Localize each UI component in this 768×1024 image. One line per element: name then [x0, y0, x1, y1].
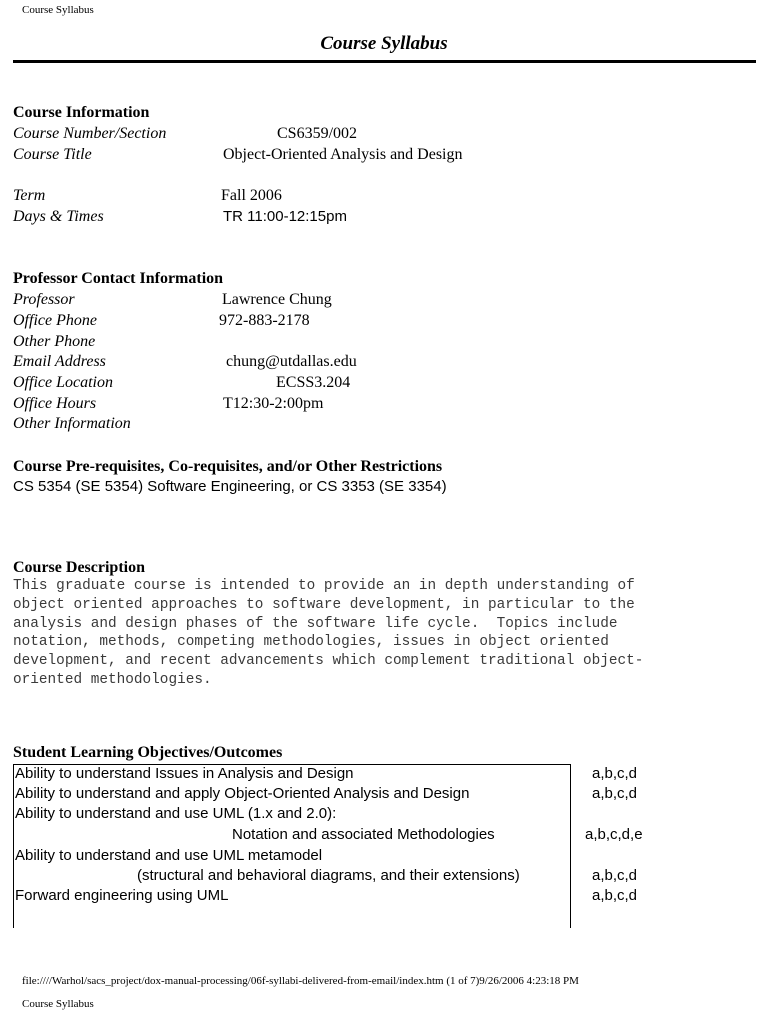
description-line: development, and recent advancements which complement traditional object-: [13, 653, 644, 670]
professor-label: Professor: [13, 291, 75, 308]
objective-codes: a,b,c,d: [592, 867, 638, 884]
prereqs-text: CS 5354 (SE 5354) Software Engineering, or CS 3353 (SE 3354): [13, 478, 447, 495]
course-title-value: Object-Oriented Analysis and Design: [223, 146, 463, 163]
description-line: oriented methodologies.: [13, 671, 212, 688]
footer-file-path: file:////Warhol/sacs_project/dox-manual-processing/06f-syllabi-delivered-from-email/index.htm (1 of 7)9/26/2006 4:23:18 PM: [22, 975, 579, 987]
description-body: [13, 577, 643, 690]
description-line: object oriented approaches to software development, in particular to the: [13, 596, 635, 613]
professor-info-heading: Professor Contact Information: [13, 270, 224, 287]
objectives-heading: Student Learning Objectives/Outcomes: [13, 744, 283, 761]
office-location-value: ECSS3.204: [276, 374, 351, 391]
office-hours-value: T12:30-2:00pm: [223, 395, 324, 412]
objective-text: (structural and behavioral diagrams, and their extensions): [137, 867, 520, 884]
course-number-value: CS6359/002: [277, 125, 358, 142]
objective-codes: a,b,c,d: [592, 887, 638, 904]
email-label: Email Address: [13, 353, 106, 370]
email-value[interactable]: chung@utdallas.edu: [226, 353, 357, 370]
objective-text: Forward engineering using UML: [15, 887, 229, 904]
office-phone-value: 972-883-2178: [219, 312, 310, 329]
objective-codes: a,b,c,d: [592, 785, 638, 802]
objective-text: Ability to understand and use UML (1.x and 2.0):: [15, 805, 337, 822]
course-info-heading: Course Information: [13, 104, 150, 121]
objective-codes: a,b,c,d: [592, 765, 638, 782]
description-line: This graduate course is intended to provide an in depth understanding of: [13, 578, 635, 594]
course-title-label: Course Title: [13, 146, 92, 163]
objective-text: Ability to understand and use UML metamodel: [15, 847, 323, 864]
objective-text: Notation and associated Methodologies: [232, 826, 495, 843]
running-head: Course Syllabus: [22, 4, 94, 16]
office-location-label: Office Location: [13, 374, 113, 391]
page-title: Course Syllabus: [320, 33, 448, 54]
other-info-label: Other Information: [13, 415, 131, 432]
days-times-label: Days & Times: [13, 208, 104, 225]
objective-text: Ability to understand Issues in Analysis and Design: [15, 765, 354, 782]
objective-text: Ability to understand and apply Object-Oriented Analysis and Design: [15, 785, 470, 802]
course-number-label: Course Number/Section: [13, 125, 167, 142]
description-heading: Course Description: [13, 559, 145, 576]
term-label: Term: [13, 187, 46, 204]
office-phone-label: Office Phone: [13, 312, 97, 329]
prereqs-heading: Course Pre-requisites, Co-requisites, and/or Other Restrictions: [13, 458, 443, 475]
description-line: notation, methods, competing methodologies, issues in object oriented: [13, 634, 609, 651]
other-phone-label: Other Phone: [13, 333, 96, 350]
running-head-bottom: Course Syllabus: [22, 998, 94, 1010]
office-hours-label: Office Hours: [13, 395, 97, 412]
term-value: Fall 2006: [221, 187, 282, 204]
objective-codes: a,b,c,d,e: [585, 826, 643, 843]
professor-value: Lawrence Chung: [222, 291, 332, 308]
days-times-value: TR 11:00-12:15pm: [223, 208, 347, 225]
title-divider: [13, 60, 756, 63]
description-line: analysis and design phases of the software life cycle. Topics include: [13, 615, 618, 632]
